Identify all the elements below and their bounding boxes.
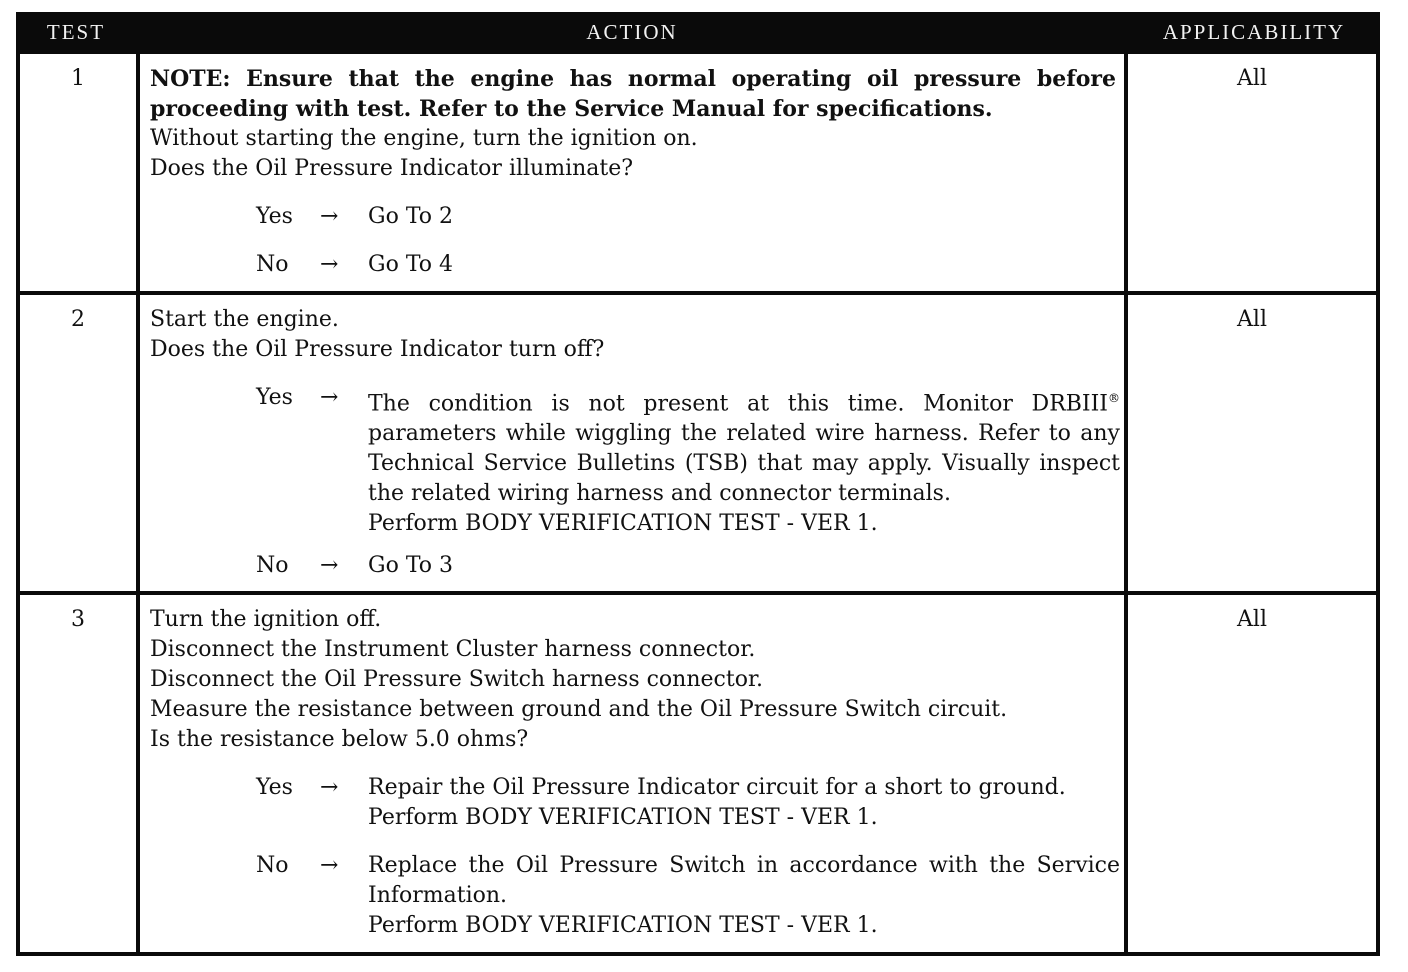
- row-3-no: [150, 851, 1120, 941]
- row-2-line-2: Does the Oil Pressure Indicator turn off?: [150, 337, 605, 362]
- row-3-line-1: Turn the ignition off.: [150, 607, 382, 632]
- yes-result-text: Repair the Oil Pressure Indicator circuit for a short to ground.: [368, 775, 1066, 800]
- row-1-yes: [150, 202, 1116, 232]
- row-1-applicability: All: [1128, 54, 1376, 291]
- no-result: Go To 3: [368, 553, 454, 578]
- row-3-line-3: Disconnect the Oil Pressure Switch harness connector.: [150, 667, 764, 692]
- row-1-line-1: Without starting the engine, turn the ignition on.: [150, 126, 698, 151]
- no-result-text: Replace the Oil Pressure Switch in accordance with the Service Information.: [368, 853, 1120, 908]
- registered-mark: ®: [1108, 391, 1120, 405]
- yes-label: Yes: [256, 204, 293, 229]
- yes-result: Go To 2: [368, 204, 454, 229]
- no-label: No: [256, 853, 289, 878]
- row-2-no: [150, 551, 1116, 581]
- row-1-action: [140, 54, 1124, 291]
- row-3-line-2: Disconnect the Instrument Cluster harness connector.: [150, 637, 756, 662]
- arrow-icon: →: [320, 853, 339, 878]
- yes-label: Yes: [256, 385, 293, 410]
- row-2-test: 2: [20, 295, 136, 591]
- arrow-icon: →: [320, 775, 339, 800]
- yes-perform: Perform BODY VERIFICATION TEST - VER 1.: [368, 805, 878, 830]
- yes-result-text-2: parameters while wiggling the related wire harness. Refer to any Technical Service Bulletins (TSB) that may apply. Visually inspect the related wiring harness and connector terminals.: [368, 421, 1120, 507]
- row-2-applicability: All: [1128, 295, 1376, 591]
- yes-result: [368, 773, 1120, 833]
- arrow-icon: →: [320, 204, 339, 229]
- row-3-applicability: All: [1128, 595, 1376, 952]
- yes-result-text: The condition is not present at this time. Monitor DRBIII: [368, 391, 1108, 417]
- row-1-no: [150, 250, 1116, 280]
- row-2-action: [140, 295, 1124, 591]
- no-label: No: [256, 252, 289, 277]
- diagnostic-table: [16, 12, 1380, 956]
- no-result: Go To 4: [368, 252, 454, 277]
- row-1-note: NOTE: Ensure that the engine has normal operating oil pressure before proceeding with test. Refer to the Service Manual for specifications.: [150, 66, 1116, 122]
- row-3-test: 3: [20, 595, 136, 952]
- row-3-line-5: Is the resistance below 5.0 ohms?: [150, 727, 529, 752]
- arrow-icon: →: [320, 385, 339, 410]
- arrow-icon: →: [320, 553, 339, 578]
- no-perform: Perform BODY VERIFICATION TEST - VER 1.: [368, 913, 878, 938]
- header-action: ACTION: [586, 20, 678, 44]
- row-2-line-1: Start the engine.: [150, 307, 339, 332]
- header-applicability: APPLICABILITY: [1162, 20, 1346, 44]
- row-2-yes: [150, 383, 1120, 537]
- yes-label: Yes: [256, 775, 293, 800]
- yes-result: [368, 383, 1120, 539]
- no-label: No: [256, 553, 289, 578]
- row-3-line-4: Measure the resistance between ground and the Oil Pressure Switch circuit.: [150, 697, 1008, 722]
- header-test: TEST: [46, 20, 106, 44]
- row-1-test: 1: [20, 54, 136, 291]
- row-3-yes: [150, 773, 1116, 833]
- row-1-line-2: Does the Oil Pressure Indicator illuminate?: [150, 156, 634, 181]
- arrow-icon: →: [320, 252, 339, 277]
- row-3-action: [140, 595, 1124, 952]
- no-result: [368, 851, 1120, 941]
- yes-perform: Perform BODY VERIFICATION TEST - VER 1.: [368, 511, 878, 537]
